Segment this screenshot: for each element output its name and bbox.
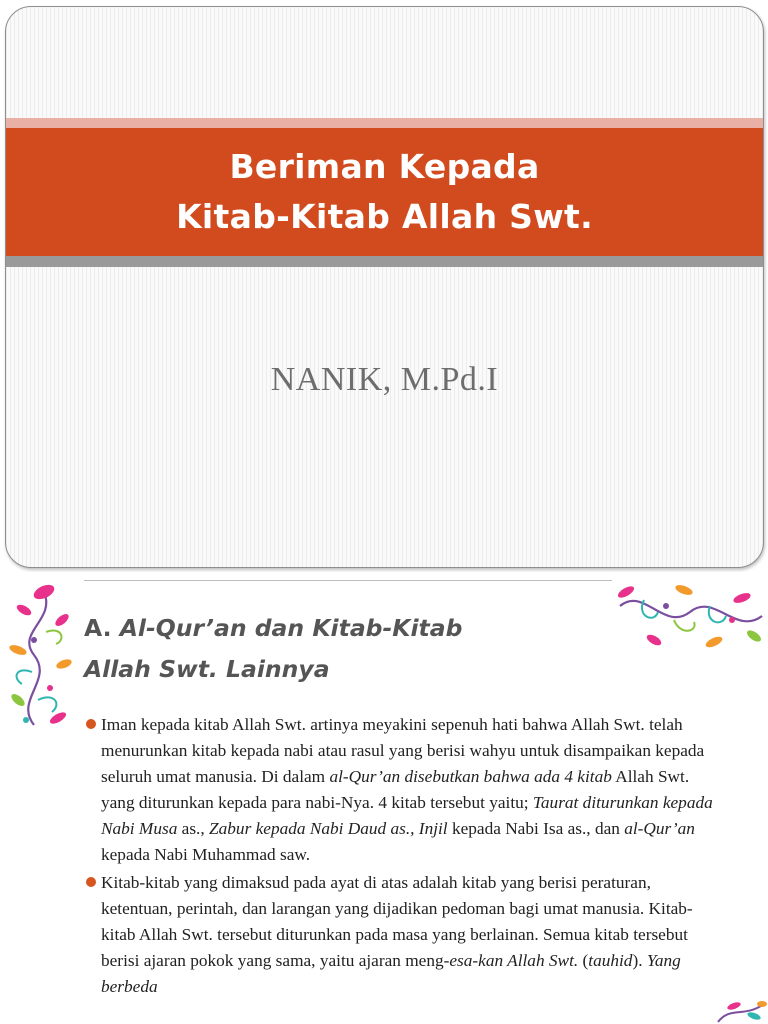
floral-ornament-left-icon <box>4 580 82 730</box>
bullet-1-segment-4: Taurat diturunkan kepada Nabi Musa <box>101 793 713 838</box>
content-slide <box>0 572 768 1024</box>
floral-ornament-right-icon <box>614 576 766 660</box>
slide-title <box>6 142 763 242</box>
bullet-dot-icon <box>86 877 96 887</box>
bullet-1-segment-5: as., <box>177 819 210 838</box>
bullet-item-1 <box>84 712 724 868</box>
bullet-1-segment-7: kepada Nabi Isa as., dan <box>447 819 625 838</box>
bullet-1-segment-3: Allah Swt. yang diturunkan kepada para nabi-Nya. 4 kitab tersebut yaitu; <box>101 767 690 812</box>
top-divider <box>84 580 612 581</box>
section-heading <box>84 608 554 690</box>
bullet-list <box>84 712 724 1002</box>
bullet-text-2 <box>101 870 724 1000</box>
bullet-text-1 <box>101 712 724 868</box>
bullet-2-segment-2: esa-kan Allah Swt. <box>449 951 579 970</box>
bullet-item-2 <box>84 870 724 1000</box>
bullet-dot-icon <box>86 719 96 729</box>
section-heading-line2: Allah Swt. Lainnya <box>84 655 330 683</box>
section-heading-number: A. <box>84 614 112 642</box>
author-name: NANIK, M.Pd.I <box>270 361 499 398</box>
bullet-2-segment-6: Yang berbeda <box>101 951 681 996</box>
bullet-2-segment-5: ). <box>632 951 647 970</box>
bullet-1-segment-2: al-Qur’an disebutkan bahwa ada 4 kitab <box>329 767 612 786</box>
title-slide <box>5 6 764 568</box>
slide-title-line2: Kitab-Kitab Allah Swt. <box>176 197 593 236</box>
bullet-2-segment-4: tauhid <box>588 951 633 970</box>
bullet-1-segment-9: kepada Nabi Muhammad saw. <box>101 845 311 864</box>
bullet-1-segment-6: Zabur kepada Nabi Daud as., Injil <box>209 819 448 838</box>
bullet-2-segment-1: Kitab-kitab yang dimaksud pada ayat di atas adalah kitab yang berisi peraturan, ketentuan, perintah, dan larangan yang dijadikan pedoman bagi umat manusia. Kitab-kitab Allah Swt. tersebut diturunkan pada masa yang berlainan. Semua kitab tersebut berisi ajaran pokok yang sama, yaitu ajaran meng- <box>101 873 693 970</box>
title-band-top-stripe <box>6 118 763 128</box>
title-band-bottom-stripe <box>6 256 763 267</box>
bullet-1-segment-1: Iman kepada kitab Allah Swt. artinya meyakini sepenuh hati bahwa Allah Swt. telah menurunkan kitab kepada nabi atau rasul yang berisi wahyu untuk disampaikan kepada seluruh umat manusia. Di dalam <box>101 715 705 786</box>
bullet-1-segment-8: al-Qur’an <box>624 819 695 838</box>
slide-title-line1: Beriman Kepada <box>229 147 540 186</box>
bullet-2-segment-3: ( <box>578 951 589 970</box>
section-heading-line1: Al-Qur’an dan Kitab-Kitab <box>119 614 463 642</box>
